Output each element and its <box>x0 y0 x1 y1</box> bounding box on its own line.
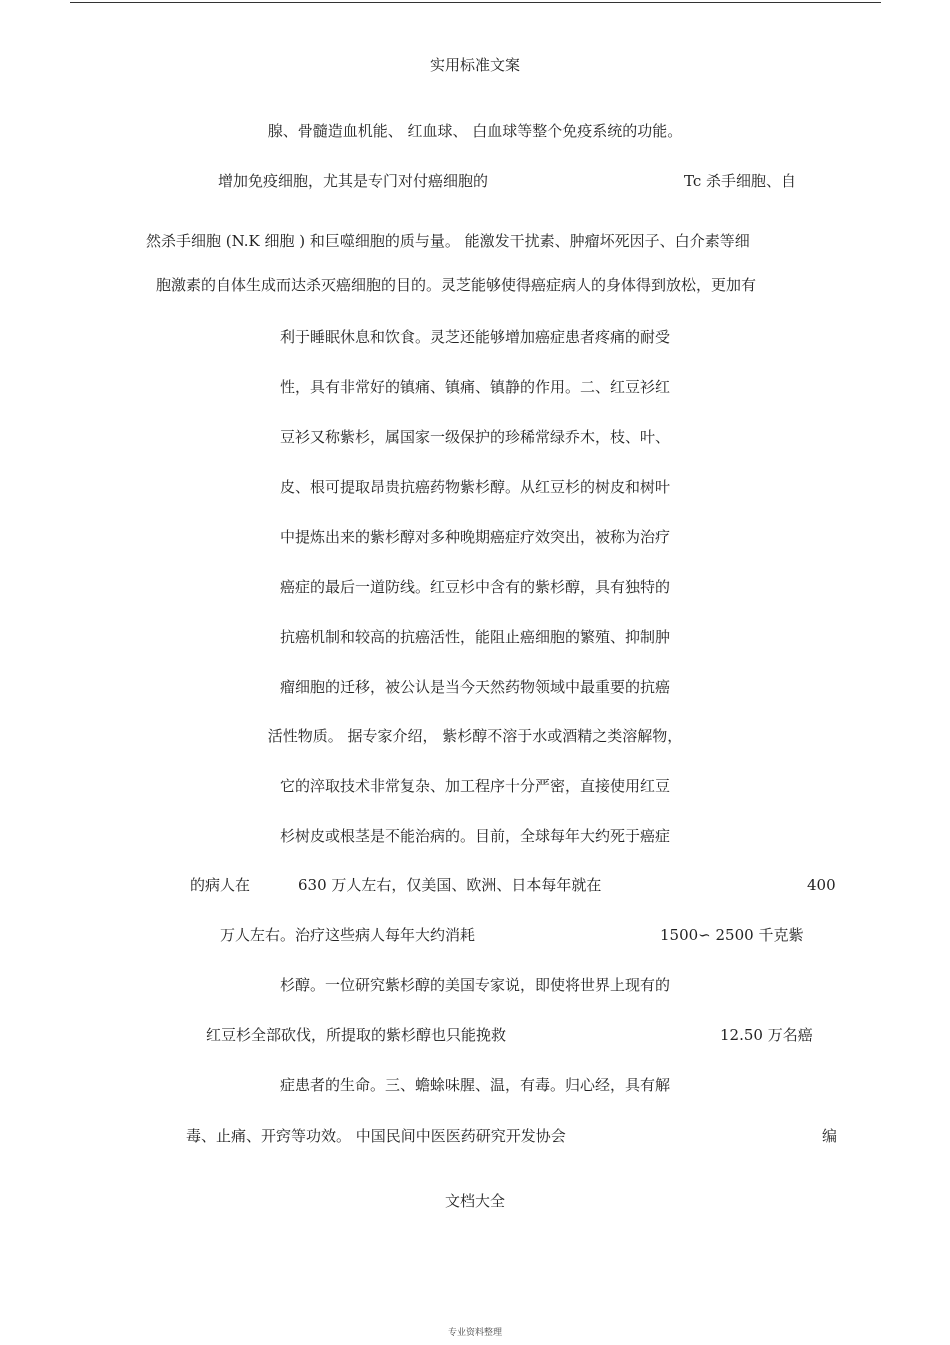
text-line: 胞激素的自体生成而达杀灭癌细胞的目的。灵芝能够使得癌症病人的身体得到放松，更加有 <box>156 276 757 294</box>
text-line: 豆衫又称紫杉，属国家一级保护的珍稀常绿乔木，枝、叶、 <box>279 428 670 446</box>
text-line: 活性物质。 据专家介绍， 紫杉醇不溶于水或酒精之类溶解物， <box>267 727 683 745</box>
text-line: Tc 杀手细胞、自 <box>684 172 797 190</box>
text-line: 12.50 万名癌 <box>720 1026 813 1044</box>
text-line: 万人左右。治疗这些病人每年大约消耗 <box>220 926 476 944</box>
page-header-title: 实用标准文案 <box>429 56 520 74</box>
text-line: 然杀手细胞 (N.K 细胞 ) 和巨噬细胞的质与量。 能激发干扰素、肿瘤坏死因子、白介素等细 <box>146 232 750 250</box>
text-line: 性，具有非常好的镇痛、镇痛、镇静的作用。二、红豆衫红 <box>279 378 670 396</box>
text-line: 杉树皮或根茎是不能治病的。目前，全球每年大约死于癌症 <box>279 827 670 845</box>
text-line: 400 <box>807 876 836 894</box>
page-footer-note: 专业资料整理 <box>447 1328 502 1338</box>
text-line: 中提炼出来的紫杉醇对多种晚期癌症疗效突出，被称为治疗 <box>279 528 670 546</box>
text-line: 它的淬取技术非常复杂、加工程序十分严密，直接使用红豆 <box>279 777 670 795</box>
header-rule <box>70 2 881 3</box>
text-line: 腺、骨髓造血机能、 红血球、 白血球等整个免疫系统的功能。 <box>267 122 683 140</box>
text-line: 增加免疫细胞，尤其是专门对付癌细胞的 <box>218 172 489 190</box>
text-line: 1500∽ 2500 千克紫 <box>660 926 804 944</box>
text-line: 编 <box>822 1127 838 1145</box>
text-line: 的病人在 <box>190 876 251 894</box>
page-footer-title: 文档大全 <box>444 1192 505 1210</box>
text-line: 抗癌机制和较高的抗癌活性，能阻止癌细胞的繁殖、抑制肿 <box>279 628 670 646</box>
text-line: 癌症的最后一道防线。红豆杉中含有的紫杉醇，具有独特的 <box>279 578 670 596</box>
text-line: 利于睡眠休息和饮食。灵芝还能够增加癌症患者疼痛的耐受 <box>279 328 670 346</box>
text-line: 红豆杉全部砍伐，所提取的紫杉醇也只能挽救 <box>206 1026 507 1044</box>
text-line: 瘤细胞的迁移，被公认是当今天然药物领域中最重要的抗癌 <box>279 678 670 696</box>
text-line: 皮、根可提取昂贵抗癌药物紫杉醇。从红豆杉的树皮和树叶 <box>279 478 670 496</box>
text-line: 毒、止痛、开窍等功效。 中国民间中医医药研究开发协会 <box>186 1127 566 1145</box>
text-line: 630 万人左右，仅美国、欧洲、日本每年就在 <box>298 876 602 894</box>
text-line: 症患者的生命。三、蟾蜍味腥、温，有毒。归心经，具有解 <box>279 1076 670 1094</box>
text-line: 杉醇。一位研究紫杉醇的美国专家说，即使将世界上现有的 <box>279 976 670 994</box>
